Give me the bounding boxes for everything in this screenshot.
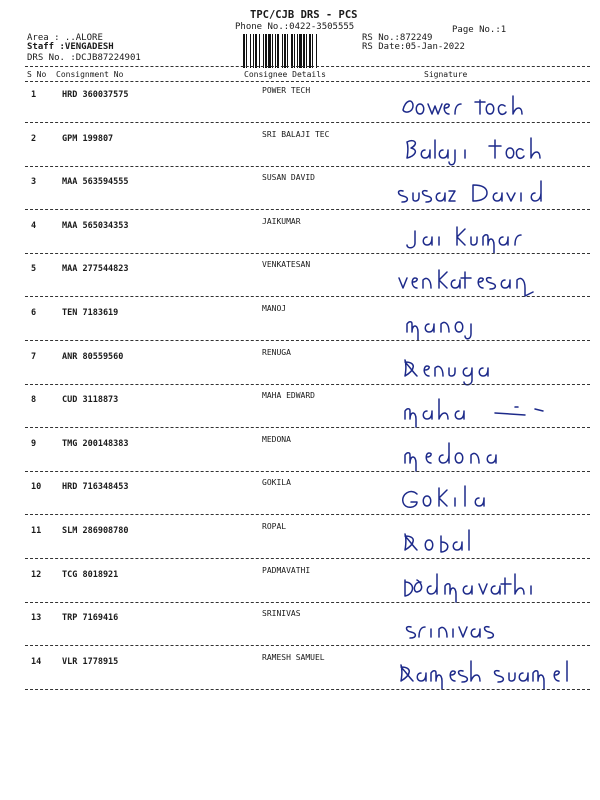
row-serial-number: 2: [31, 133, 37, 144]
row-consignment-number: GPM 199807: [62, 133, 114, 144]
row-divider: [25, 296, 590, 297]
row-consignee-name: PADMAVATHI: [262, 565, 311, 575]
row-consignment-number: TCG 8018921: [62, 569, 119, 580]
column-header-signature: Signature: [424, 70, 468, 79]
row-serial-number: 9: [31, 438, 37, 449]
row-serial-number: 10: [31, 482, 42, 493]
row-consignee-name: MAHA EDWARD: [262, 391, 315, 401]
row-consignment-number: MAA 563594555: [62, 177, 129, 188]
row-consignment-number: TMG 200148383: [62, 438, 129, 449]
row-consignee-name: RENUGA: [262, 347, 291, 357]
column-header-consignee: Consignee Details: [244, 70, 326, 79]
row-divider: [25, 166, 590, 167]
row-divider: [25, 514, 590, 515]
header-rule: [25, 66, 590, 67]
row-consignment-number: CUD 3118873: [62, 395, 119, 406]
row-serial-number: 6: [31, 308, 37, 318]
row-divider: [25, 384, 590, 385]
row-serial-number: 14: [31, 656, 42, 667]
row-consignee-name: SRI BALAJI TEC: [262, 129, 330, 139]
row-consignee-name: VENKATESAN: [262, 260, 311, 270]
row-divider: [25, 645, 590, 646]
row-serial-number: 7: [31, 351, 37, 362]
area-label: Area : ..ALORE: [27, 33, 103, 43]
row-serial-number: 12: [31, 569, 42, 580]
row-consignee-name: SRINIVAS: [262, 609, 301, 619]
row-divider: [25, 340, 590, 341]
column-header-consignment: Consignment No: [56, 70, 124, 79]
column-header-rule: [25, 81, 590, 82]
row-consignee-name: MEDONA: [262, 434, 291, 444]
row-divider: [25, 471, 590, 472]
row-consignment-number: TRP 7169416: [62, 613, 119, 624]
page-number: Page No.:1: [452, 25, 507, 35]
row-consignment-number: SLM 286908780: [62, 526, 129, 536]
column-header-sno: S No: [27, 70, 47, 79]
row-consignee-name: RAMESH SAMUEL: [262, 652, 325, 662]
row-consignee-name: SUSAN DAVID: [262, 173, 315, 183]
row-consignee-name: JAIKUMAR: [262, 216, 301, 226]
row-consignment-number: MAA 565034353: [62, 220, 129, 231]
row-divider: [25, 253, 590, 254]
row-consignment-number: VLR 1778915: [62, 656, 119, 667]
sheet-title: TPC/CJB DRS - PCS: [250, 9, 358, 21]
row-consignment-number: MAA 277544823: [62, 264, 129, 275]
row-divider: [25, 427, 590, 428]
row-consignee-name: MANOJ: [262, 304, 287, 313]
row-divider: [25, 122, 590, 123]
rs-date: RS Date:05-Jan-2022: [362, 42, 465, 52]
row-consignee-name: ROPAL: [262, 522, 287, 531]
row-serial-number: 1: [31, 90, 37, 100]
phone-number: Phone No.:0422-3505555: [235, 22, 355, 32]
row-consignment-number: HRD 716348453: [62, 482, 129, 493]
row-divider: [25, 209, 590, 210]
row-consignment-number: TEN 7183619: [62, 308, 119, 318]
row-consignment-number: HRD 360037575: [62, 90, 129, 100]
row-serial-number: 8: [31, 395, 37, 406]
staff-label: Staff :VENGADESH: [27, 42, 114, 52]
barcode: [242, 34, 352, 68]
row-consignee-name: GOKILA: [262, 478, 291, 488]
row-serial-number: 11: [31, 526, 42, 536]
row-divider: [25, 689, 590, 690]
rs-number: RS No.:872249: [362, 33, 433, 43]
row-divider: [25, 558, 590, 559]
row-serial-number: 5: [31, 264, 37, 275]
drs-number: DRS No. :DCJB87224901: [27, 53, 141, 63]
row-serial-number: 4: [31, 220, 37, 231]
row-serial-number: 13: [31, 613, 42, 624]
row-serial-number: 3: [31, 177, 37, 188]
row-consignee-name: POWER TECH: [262, 86, 311, 95]
row-consignment-number: ANR 80559560: [62, 351, 124, 362]
row-divider: [25, 602, 590, 603]
